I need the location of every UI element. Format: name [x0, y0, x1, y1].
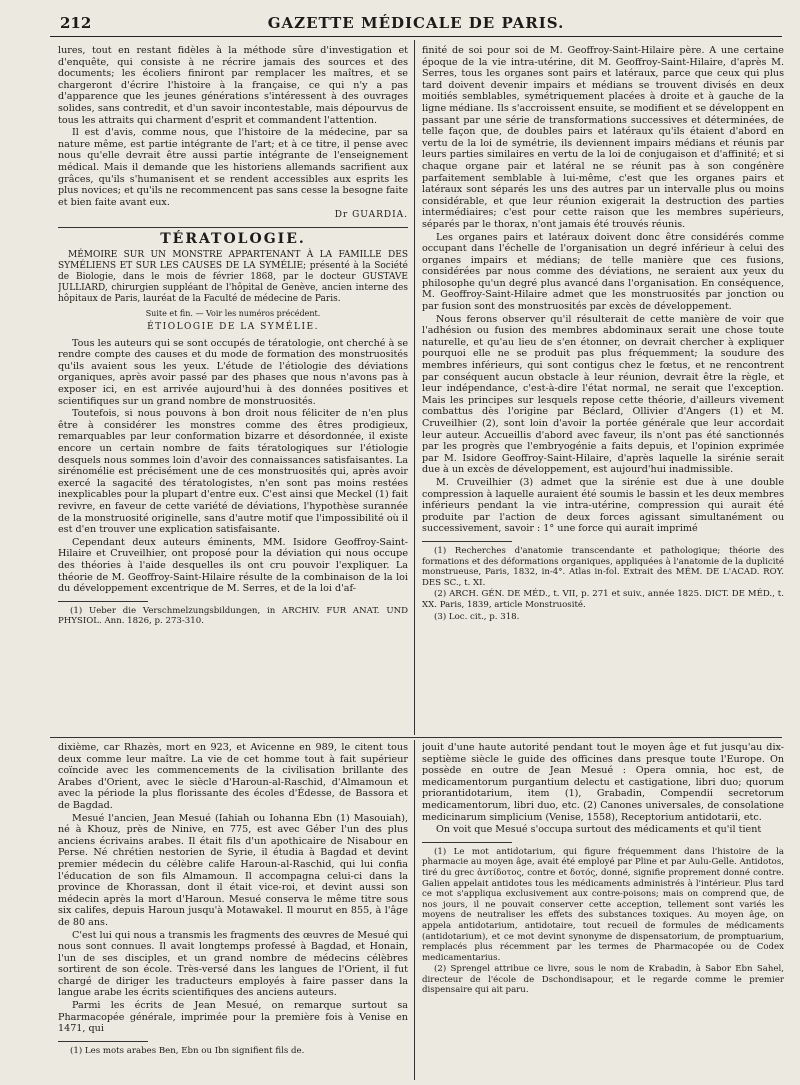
column-top-left: [58, 45, 408, 735]
paragraph: M. Cruveilhier (3) admet que la sirénie est due à une double compression à laquelle auraient été soumis le bassin et les deux membres inférieurs pendant la vie intra-utérine, compression qui aurait été produite par l'action de deux forces agissant simultanément ou successivement, savoir : 1° une force qui aurait imprimé: [422, 476, 784, 535]
journal-title: GAZETTE MÉDICALE DE PARIS.: [267, 14, 565, 32]
footnote: (1) Ueber die Verschmelzungsbildungen, in ARCHIV. FUR ANAT. UND PHYSIOL. Ann. 1826, p. 273-310.: [58, 605, 408, 627]
column-divider-top: [414, 40, 415, 735]
column-top-right: [422, 45, 784, 735]
paragraph: Cependant deux auteurs éminents, MM. Isidore Geoffroy-Saint-Hilaire et Cruveilhier, ont proposé pour la déviation qui nous occupe des théories à l'aide desquelles ils ont cru pouvoir l'expliquer. La théorie de M. Geoffroy-Saint-Hilaire résulte de la combinaison de la loi du développement excentrique de M. Serres, et de la loi d'af-: [58, 536, 408, 595]
footnote-rule: [422, 842, 512, 843]
article-separator: [58, 227, 408, 228]
footnote-rule: [58, 1041, 148, 1042]
paragraph: Toutefois, si nous pouvons à bon droit nous féliciter de n'en plus être à considérer les monstres comme des êtres prodigieux, remarquables par leur conformation bizarre et désordonnée, il existe encore un certain nombre de faits tératologiques sur l'étiologie desquels nous sommes loin d'avoir des connaissances satisfaisantes. La sirénomélie est précisément une de ces monstruosités qui, après avoir exercé la sagacité des tératologistes, n'en sont pas moins restées inexplicables pour la plupart d'entre eux. C'est ainsi que Meckel (1) fait revivre, en faveur de cette variété de déviations, l'hypothèse surannée de la monstruosité originelle, sans d'autre motif que l'impossibilité où il est d'en trouver une explication satisfaisante.: [58, 408, 408, 536]
paragraph: Il est d'avis, comme nous, que l'histoire de la médecine, par sa nature même, est partie intégrante de l'art; et à ce titre, il pense avec nous qu'elle devrait être aussi partie intégrante de l'enseignement médical. Mais il demande que les historiens allemands sacrifient aux grâces, qu'ils s'humanisent et se rendent accessibles aux esprits les plus novices; et qu'ils ne recommencent pas sans cesse la besogne faite et bien faite avant eux.: [58, 127, 408, 208]
paragraph: C'est lui qui nous a transmis les fragments des œuvres de Mesué qui nous sont connues. Il avait longtemps professé à Bagdad, et Honain, l'un de ses disciples, et un grand nombre de médecins célèbres sortirent de son école. Très-versé dans les langues de l'Orient, il fut chargé de diriger les traducteurs employés à faire passer dans la langue arabe les écrits scientifiques des anciens auteurs.: [58, 929, 408, 999]
footnote: (2) Sprengel attribue ce livre, sous le nom de Krabadin, à Sabor Ebn Sahel, directeur de l'école de Dschondisapour, et le regarde comme le premier dispensaire qui ait paru.: [422, 964, 784, 996]
memoir-heading: MÉMOIRE SUR UN MONSTRE APPARTENANT À LA FAMILLE DES SYMÉLIENS ET SUR LES CAUSES DE LA SYMÉLIE; présenté à la Société de Biologie, dans le mois de février 1868, par le docteur GUSTAVE JULLIARD, chirurgien suppléant de l'hôpital de Genève, ancien interne des hôpitaux de Paris, lauréat de la Faculté de médecine de Paris.: [58, 249, 408, 304]
paragraph: lures, tout en restant fidèles à la méthode sûre d'investigation et d'enquête, qui consiste à ne récrire jamais des sources et des documents; les écoliers finiront par remplacer les maîtres, et se chargeront d'écrire l'histoire à la française, ce qui n'y a pas d'apparence que les jeunes générations s'intéressent à des ouvrages solides, sans contredit, et d'un savoir incontestable, mais dépourvus de tous les attraits qui charment d'esprit et commandent l'attention.: [58, 45, 408, 126]
column-bottom-right: [422, 742, 784, 1077]
continuation-note: Suite et fin. — Voir les numéros précédent.: [145, 308, 321, 318]
footnote-rule: [58, 601, 148, 602]
paragraph: Mesué l'ancien, Jean Mesué (Iahiah ou Iohanna Ebn (1) Masouiah), né à Khouz, près de Ninive, en 775, est avec Géber l'un des plus anciens écrivains arabes. Il était fils d'un apothicaire de Nisabour en Perse. Né chrétien nestorien de Syrie, il étudia à Bagdad et devint premier médecin du célèbre calife Haroun-al-Raschid, qui lui confia l'éducation de son fils Almamoun. Il accompagna celui-ci dans la province de Khorassan, dont il était vice-roi, et devint aussi son médecin après la mort d'Haroun. Mesué conserva le même titre sous six califes, depuis Haroun jusqu'à Motawakel. Il mourut en 855, à l'âge de 80 ans.: [58, 812, 408, 928]
paragraph: Les organes pairs et latéraux doivent donc être considérés comme occupant dans l'échelle de l'organisation un degré inférieur à celui des organes impairs et médians; de telle manière que ces fusions, considérées par nous comme des déviations, ne seraient aux yeux du philosophe qu'un degré plus avancé dans l'organisation. En conséquence, M. Geoffroy-Saint-Hilaire admet que les monstruosités par jonction ou par fusion sont des monstruosités par excès de développement.: [422, 231, 784, 313]
section-divider: [50, 737, 782, 738]
footnote: (2) ARCH. GÉN. DE MÉD., t. VII, p. 271 et suiv., année 1825. DICT. DE MÉD., t. XX. Paris, 1839, article Monstruosité.: [422, 589, 784, 610]
page-header: [50, 12, 782, 37]
paragraph: jouit d'une haute autorité pendant tout le moyen âge et fut jusqu'au dix-septième siècle le guide des officines dans presque toute l'Europe. On possède en outre de Jean Mesué : Opera omnia, hoc est, de medicamentorum purgantium delectu et castigatione, libri duo; quorum priorantidotarium, item (1), Grabadin, Compendii secretorum medicamentorum, libri duo, etc. (2) Canones universales, de consolatione medicinarum simplicium (Venise, 1558), Receptorium antidotarii, etc.: [422, 742, 784, 823]
subsection-title: ÉTIOLOGIE DE LA SYMÉLIE.: [147, 322, 319, 333]
section-title: TÉRATOLOGIE.: [160, 230, 306, 247]
footnote: (1) Les mots arabes Ben, Ebn ou Ibn signifient fils de.: [70, 1045, 305, 1056]
paragraph: Tous les auteurs qui se sont occupés de tératologie, ont cherché à se rendre compte des causes et du mode de formation des monstruosités qu'ils avaient sous les yeux. L'étude de l'étiologie des déviations organiques, après avoir passé par des phases que nous n'avons pas à exposer ici, en est arrivée aujourd'hui à des données positives et scientifiques sur un grand nombre de monstruosités.: [58, 337, 408, 407]
paragraph: Parmi les écrits de Jean Mesué, on remarque surtout sa Pharmacopée générale, imprimée pour la première fois à Venise en 1471, qui: [58, 1000, 408, 1035]
footnote: (1) Recherches d'anatomie transcendante et pathologique; théorie des formations et des déformations organiques, appliquées à l'anatomie de la duplicité monstrueuse, Paris, 1832, in-4°. Atlas in-fol. Extrait des MÉM. DE L'ACAD. ROY. DES SC., t. XI.: [422, 545, 784, 588]
paragraph: finité de soi pour soi de M. Geoffroy-Saint-Hilaire père. A une certaine époque de la vie intra-utérine, dit M. Geoffroy-Saint-Hilaire, d'après M. Serres, tous les organes sont pairs et latéraux, parce que ceux qui plus tard doivent devenir impairs et médians se trouvent divisés en deux moitiés semblables, symétriquement placées à droite et à gauche de la ligne médiane. Ils s'accroissent ensuite, se modifient et se développent en passant par une série de transformations successives et déterminées, de telle façon que, de doubles pairs et latéraux qu'ils étaient d'abord en vertu de la loi de symétrie, ils deviennent impairs médians et réunis par leurs parties similaires en vertu de la loi de conjugaison et d'affinité; et si chaque organe pair et latéral ne se réunit pas à son congénère parfaitement semblable à lui-même, c'est que les organes pairs et latéraux sont séparés les uns des autres par un intervalle plus ou moins considérable, et que leur réunion exigerait la destruction des parties intermédiaires; c'est pour cette raison que les membres supérieurs, séparés par le thorax, n'ont jamais été trouvés réunis.: [422, 45, 784, 230]
footnote-rule: [422, 541, 512, 542]
column-bottom-left: [58, 742, 408, 1077]
author-signature: Dr GUARDIA.: [334, 210, 408, 221]
paragraph: dixième, car Rhazès, mort en 923, et Avicenne en 989, le citent tous deux comme leur maître. La vie de cet homme tout à fait supérieur coïncide avec les commencements de la civilisation brillante des Arabes d'Orient, avec le siècle d'Haroun-al-Raschid, d'Almamoun et avec la période la plus florissante des écoles d'Édesse, de Bassora et de Bagdad.: [58, 742, 408, 811]
footnote: (1) Le mot antidotarium, qui figure fréquemment dans l'histoire de la pharmacie au moyen âge, avait été employé par Pline et par Aulu-Gelle. Antidotos, tiré du grec ἀντίδοτος, contre et δοτός, donné, signifie proprement donné contre. Galien appelait antidotes tous les médicaments administrés à l'intérieur. Plus tard ce mot s'appliqua exclusivement aux contre-poisons; mais on comprend que, de nos jours, il ne pouvait conserver cette acception, tellement sont variés les moyens de neutraliser les effets des substances toxiques. Au moyen âge, on appela antidotarium, antidotaire, tout recueil de formules de médicaments (antidotarium), et ce mot devint synonyme de dispensatorium, de promptuarium, remplacés plus récemment par les termes de Pharmacopée ou de Codex medicamentarius.: [422, 846, 784, 963]
column-divider-bottom: [414, 740, 415, 1080]
page-number: 212: [60, 14, 92, 32]
paragraph: Nous ferons observer qu'il résulterait de cette manière de voir que l'adhésion ou fusion des membres abdominaux serait une chose toute naturelle, et qu'au lieu de s'en étonner, on devrait chercher à expliquer pourquoi elle ne se produit pas plus fréquemment; la soudure des membres inférieurs, qui sont contigus chez le fœtus, et ne rencontrent par conséquent aucun obstacle à leur réunion, devrait être la règle, et leur indépendance, c'est-à-dire l'état normal, ne serait que l'exception. Mais les principes sur lesquels repose cette théorie, d'ailleurs vivement combattus dès l'origine par Béclard, Ollivier d'Angers (1) et M. Cruveilhier (2), sont loin d'avoir la portée générale que leur accordait leur auteur. Accueillis d'abord avec faveur, ils n'ont pas été sanctionnés par les progrès que l'embryogénie a faits depuis, et l'opinion exprimée par M. Isidore Geoffroy-Saint-Hilaire, d'après laquelle la sirénie serait due à un excès de développement, est aujourd'hui inadmissible.: [422, 313, 784, 476]
paragraph: On voit que Mesué s'occupa surtout des médicaments et qu'il tient: [436, 824, 762, 836]
footnote: (3) Loc. cit., p. 318.: [434, 611, 520, 622]
